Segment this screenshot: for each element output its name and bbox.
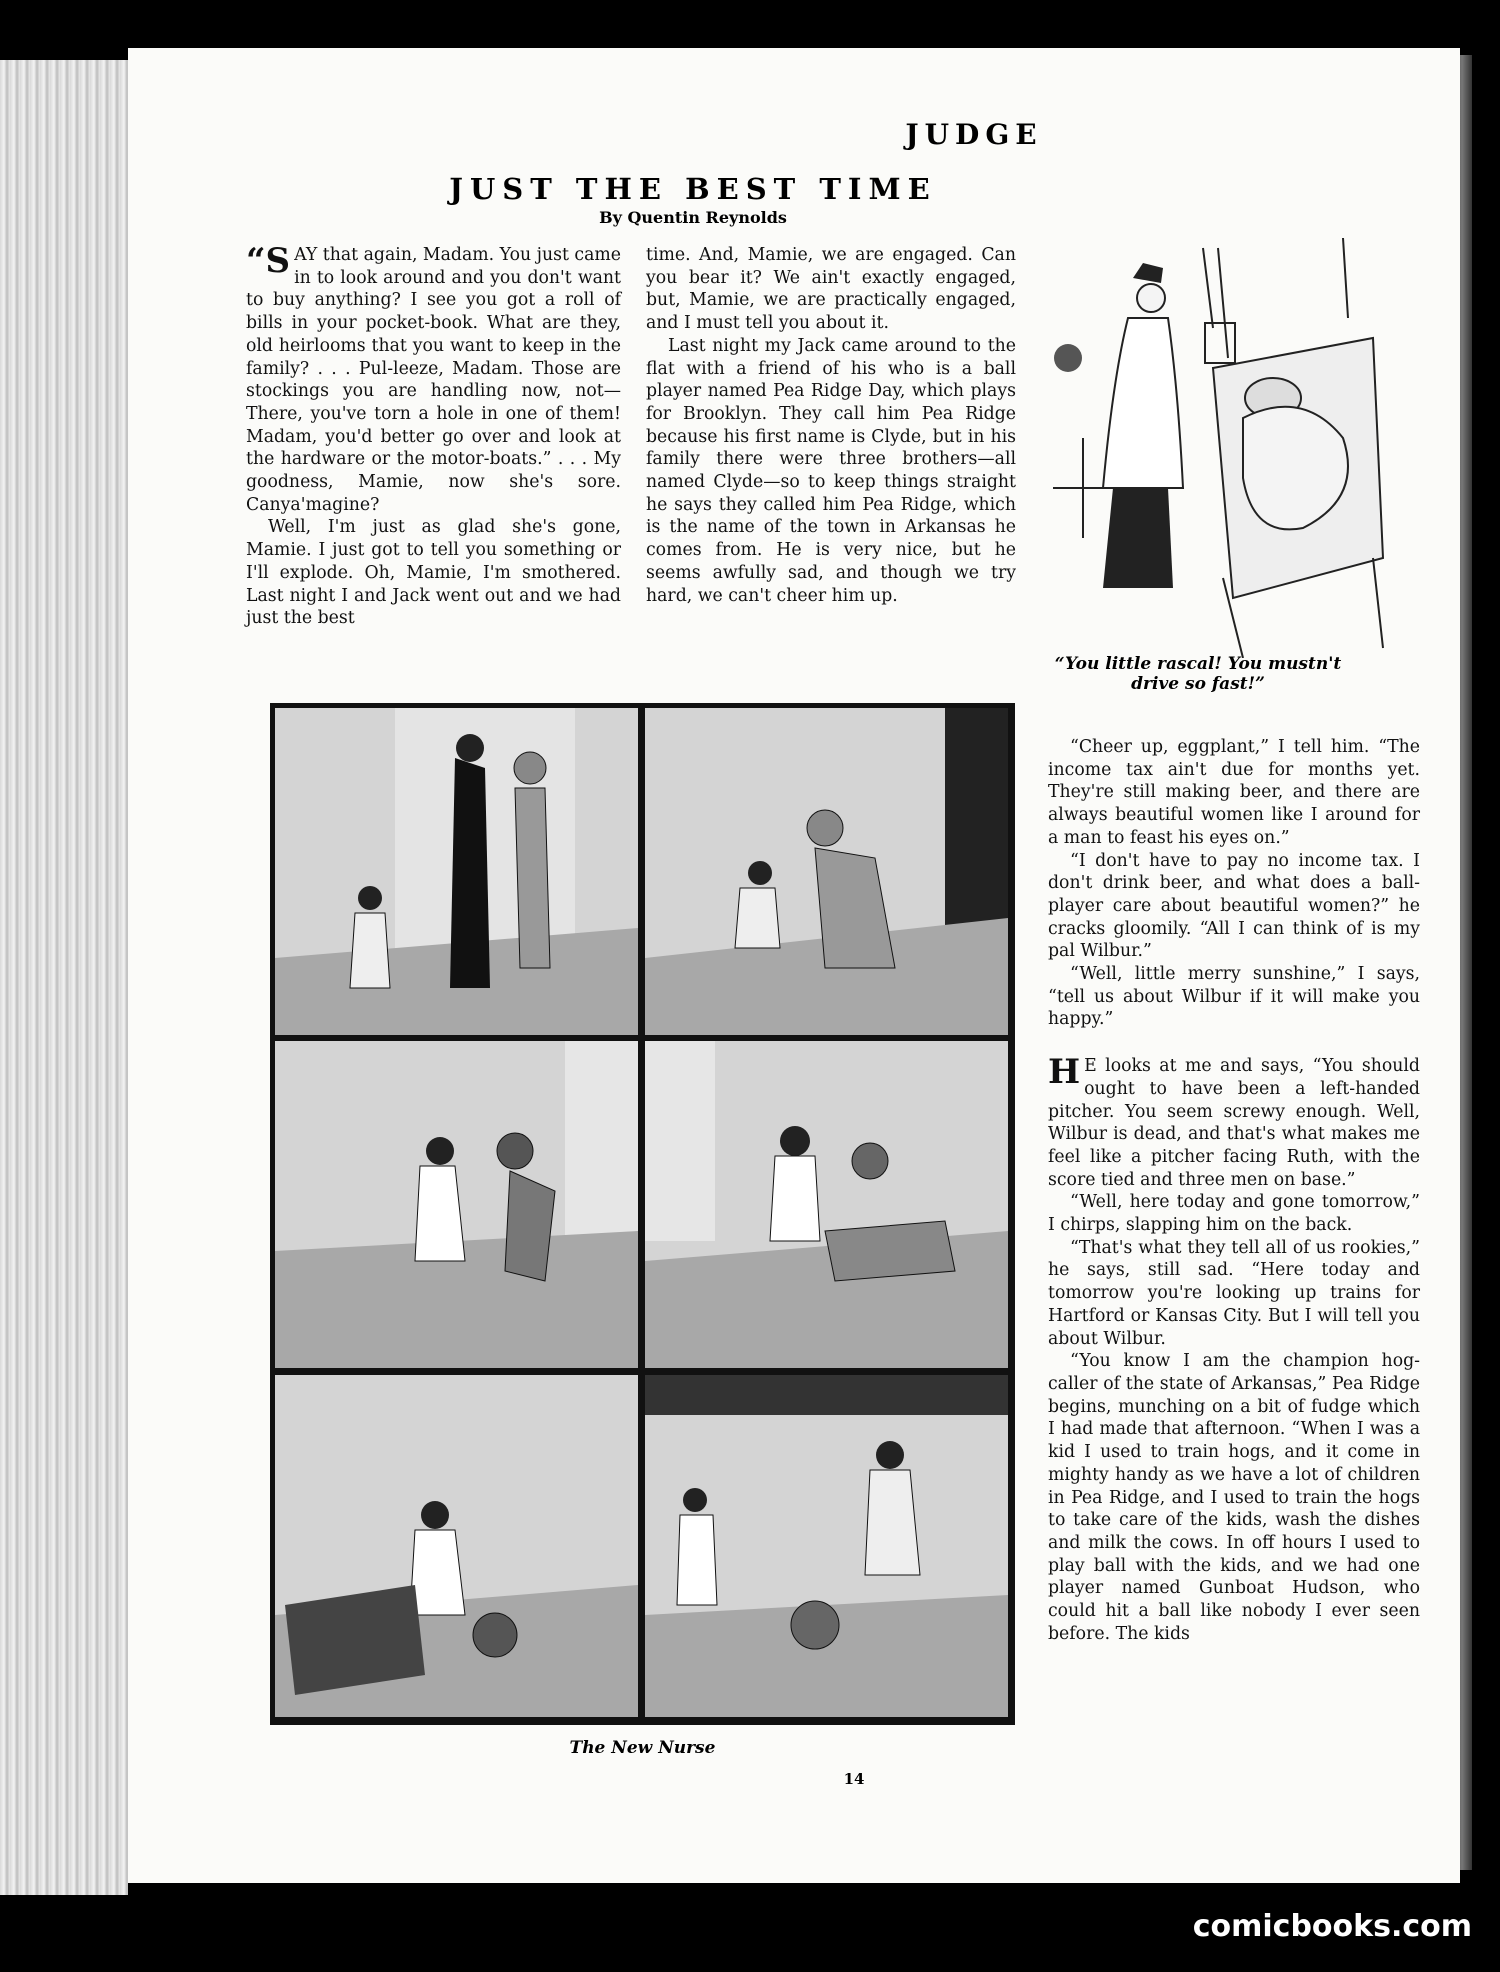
nurse-drawing-image: [1043, 238, 1393, 658]
comic-panel-5: [275, 1375, 638, 1717]
text-column-2: [646, 244, 1016, 607]
paragraph: “That's what they tell all of us rookies,” he says, still sad. “Here today and tomorrow you're looking up trains for Hartford or Kansas City. But I will tell you about Wilbur.: [1048, 1237, 1420, 1349]
book-page-edges: [0, 60, 128, 1895]
comic-strip: [270, 703, 1015, 1725]
paragraph: “Cheer up, eggplant,” I tell him. “The income tax ain't due for months yet. They're still making beer, and there are always beautiful women like I around for a man to feast his eyes on.”: [1048, 737, 1420, 848]
article-byline: By Quentin Reynolds: [599, 208, 787, 227]
text-column-1: [246, 241, 621, 630]
paragraph-text: AY that again, Madam. You just came in to look around and you don't want to buy anything? I see you got a roll of bills in your pocket-book. What are they, old heirlooms that you want to keep in the family? . . . Pul-leeze, Madam. Those are stockings you are handling now, not—There, you've torn a hole in one of them! Madam, you'd better go over and look at the hardware or the motor-boats.” . . . My goodness, Mamie, now she's sore. Canya'magine?: [246, 245, 621, 515]
paragraph: Well, I'm just as glad she's gone, Mamie. I just got to tell you something or I'll explode. Oh, Mamie, I'm smothered. Last night I and Jack went out and we had just the best: [246, 517, 621, 629]
text-column-3: [1048, 736, 1420, 1645]
comic-panel-2: [645, 708, 1008, 1035]
paragraph: time. And, Mamie, we are engaged. Can you bear it? We ain't exactly engaged, but, Mamie, we are practically engaged, and I must tell you about it.: [646, 245, 1016, 334]
illustration-caption: “You little rascal! You mustn't drive so fast!”: [1054, 654, 1342, 694]
paragraph-text: E looks at me and says, “You should ought to have been a left-handed pitcher. You seem screwy enough. Well, Wilbur is dead, and that's what makes me feel like a pitcher facing Ruth, with the score tied and three men on base.”: [1048, 1056, 1420, 1190]
drop-cap: “S: [246, 241, 291, 281]
comic-panel-3: [275, 1041, 638, 1368]
article-title: JUST THE BEST TIME: [449, 172, 937, 206]
magazine-page: [128, 48, 1460, 1883]
paragraph: [1048, 1052, 1420, 1191]
masthead: JUDGE: [905, 118, 1043, 151]
paragraph: Last night my Jack came around to the flat with a friend of his who is a ball player named Pea Ridge Day, which plays for Brooklyn. They call him Pea Ridge because his first name is Clyde, but in his family there were three brothers—all named Clyde—so to keep things straight he says they called him Pea Ridge, which is the name of the town in Arkansas he comes from. He is very nice, but he seems awfully sad, and though we try hard, we can't cheer him up.: [646, 335, 1016, 606]
paragraph: “Well, here today and gone tomorrow,” I chirps, slapping him on the back.: [1048, 1192, 1420, 1236]
paragraph: “You know I am the champion hog-caller of the state of Arkansas,” Pea Ridge begins, munching on a bit of fudge which I had made that afternoon. “When I was a kid I used to train hogs, and it come in mighty handy as we have a lot of children in Pea Ridge, and I used to train the hogs to take care of the kids, wash the dishes and milk the cows. In off hours I used to play ball with the kids, and we had one player named Gunboat Hudson, who could hit a ball like nobody I ever seen before. The kids: [1048, 1351, 1420, 1644]
comic-panel-1: [275, 708, 638, 1035]
paragraph: “Well, little merry sunshine,” I says, “tell us about Wilbur if it will make you happy.”: [1048, 964, 1420, 1030]
paragraph: [246, 241, 621, 516]
comic-panel-4: [645, 1041, 1008, 1368]
paragraph: “I don't have to pay no income tax. I don't drink beer, and what does a ball-player care about beautiful women?” he cracks gloomily. “All I can think of is my pal Wilbur.”: [1048, 850, 1420, 962]
page-number: 14: [843, 1770, 865, 1788]
watermark: comicbooks.com: [1192, 1909, 1472, 1944]
comic-panel-6: [645, 1375, 1008, 1717]
nurse-illustration: [1043, 238, 1393, 658]
drop-cap: H: [1048, 1052, 1081, 1093]
comic-caption: The New Nurse: [569, 1738, 716, 1758]
